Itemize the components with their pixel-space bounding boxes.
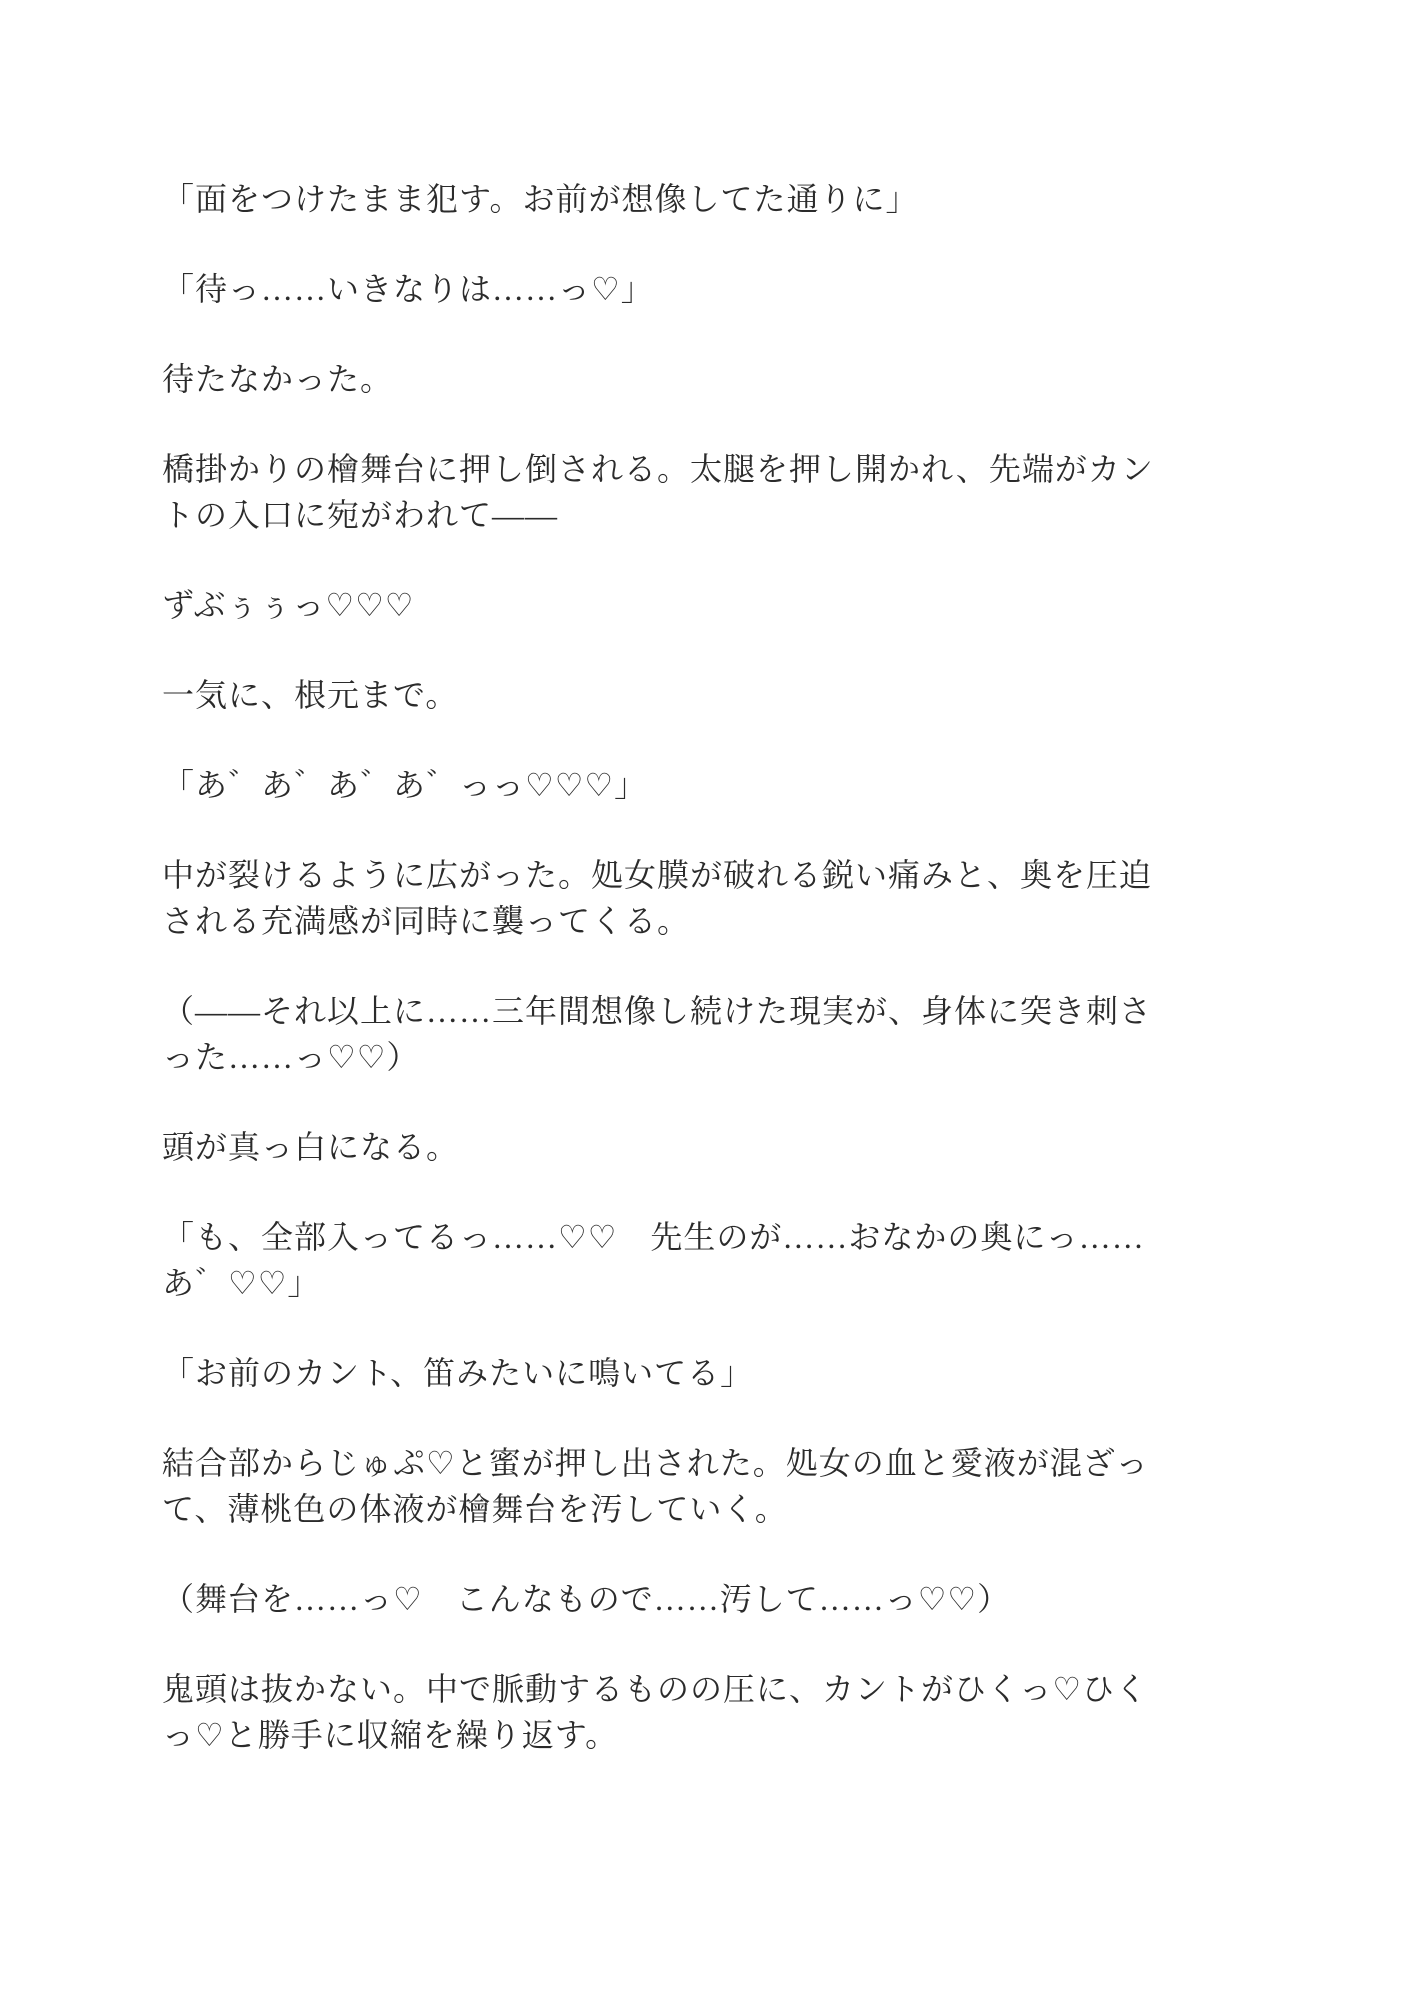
text-line: される充満感が同時に襲ってくる。 [162, 903, 691, 939]
paragraph [162, 356, 1265, 402]
text-line: 「待っ……いきなりは……っ♡」 [162, 271, 654, 307]
text-line: 中が裂けるように広がった。処女膜が破れる鋭い痛みと、奥を圧迫 [162, 857, 1153, 893]
paragraph [162, 852, 1265, 944]
text-line: 頭が真っ白になる。 [162, 1129, 460, 1165]
text-line: 「も、全部入ってるっ……♡♡ 先生のが……おなかの奥にっ…… [162, 1219, 1145, 1255]
text-line: て、薄桃色の体液が檜舞台を汚していく。 [162, 1491, 788, 1527]
paragraph [162, 176, 1265, 222]
text-line: ずぶぅぅっ♡♡♡ [162, 587, 415, 623]
paragraph [162, 446, 1265, 538]
text-line: （——それ以上に……三年間想像し続けた現実が、身体に突き刺さ [162, 993, 1153, 1029]
paragraph [162, 762, 1265, 808]
text-line: （舞台を……っ♡ こんなもので……汚して……っ♡♡） [162, 1581, 1011, 1617]
text-line: 待たなかった。 [162, 361, 394, 397]
text-line: 結合部からじゅぷ♡と蜜が押し出された。処女の血と愛液が混ざっ [162, 1445, 1149, 1481]
paragraph [162, 1666, 1265, 1758]
text-line: 橋掛かりの檜舞台に押し倒される。太腿を押し開かれ、先端がカン [162, 451, 1154, 487]
text-line: 「あ゛あ゛あ゛あ゛っっ♡♡♡」 [162, 767, 648, 803]
text-line: トの入口に宛がわれて—— [162, 497, 559, 533]
paragraph [162, 1350, 1265, 1396]
paragraph [162, 988, 1265, 1080]
paragraph [162, 1124, 1265, 1170]
text-line: っ♡と勝手に収縮を繰り返す。 [162, 1717, 619, 1753]
text-line: った……っ♡♡） [162, 1039, 420, 1075]
paragraph [162, 672, 1265, 718]
paragraph [162, 582, 1265, 628]
paragraph [162, 1214, 1265, 1306]
paragraph [162, 1576, 1265, 1622]
text-line: 一気に、根元まで。 [162, 677, 459, 713]
paragraph [162, 266, 1265, 312]
text-line: あ゛♡♡」 [162, 1265, 321, 1301]
text-line: 鬼頭は抜かない。中で脈動するものの圧に、カントがひくっ♡ひく [162, 1671, 1149, 1707]
text-line: 「お前のカント、笛みたいに鳴いてる」 [162, 1355, 754, 1391]
paragraph [162, 1440, 1265, 1532]
document-body [162, 176, 1265, 1758]
text-line: 「面をつけたまま犯す。お前が想像してた通りに」 [162, 181, 919, 217]
